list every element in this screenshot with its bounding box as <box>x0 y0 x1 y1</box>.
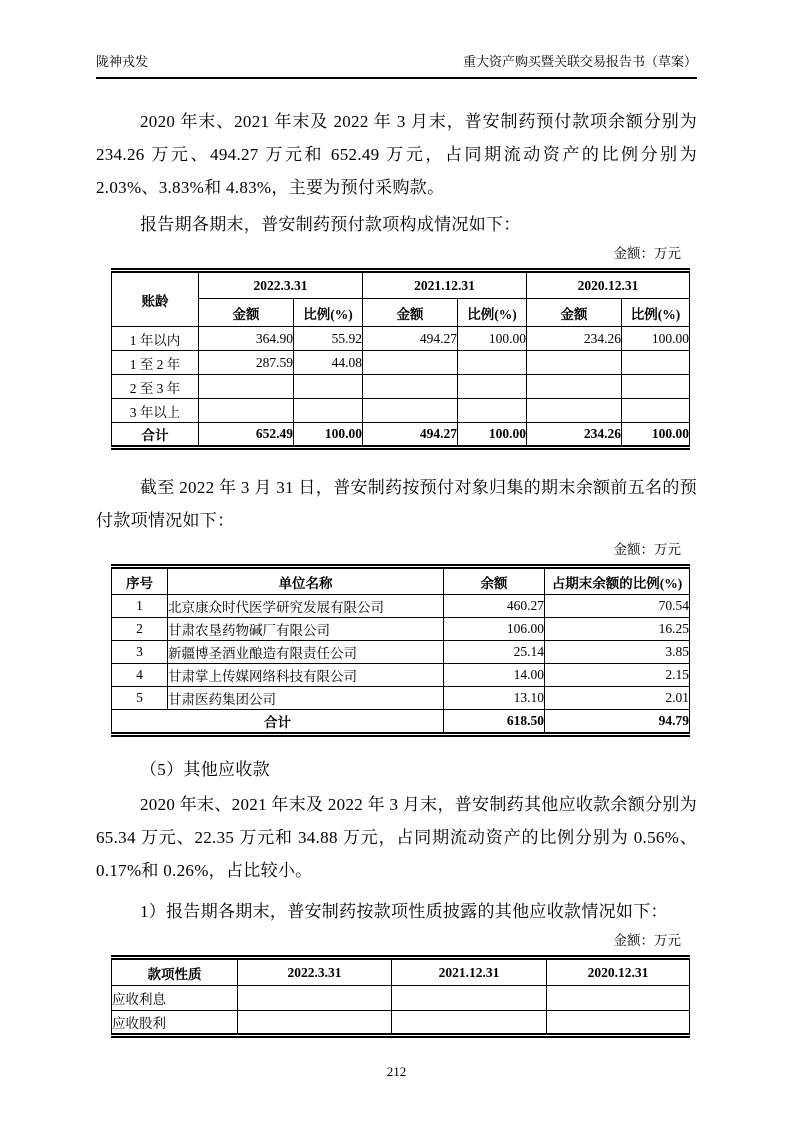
page-number: 212 <box>386 1064 407 1079</box>
table-cell <box>458 375 527 399</box>
table-header-row <box>112 567 690 595</box>
column-header-ratio: 比例(%) <box>294 299 363 327</box>
table-cell: 494.27 <box>363 327 458 351</box>
table-row <box>112 1011 690 1036</box>
paragraph-top5-intro: 截至 2022 年 3 月 31 日，普安制药按预付对象归集的期末余额前五名的预付款项情况如下： <box>96 478 697 530</box>
company-name-cell: 甘肃掌上传媒网络科技有限公司 <box>168 664 444 687</box>
column-header-period: 2022.3.31 <box>238 958 392 986</box>
table-cell <box>458 399 527 423</box>
table-cell: 364.90 <box>199 327 294 351</box>
column-header-period: 2020.12.31 <box>527 271 690 299</box>
table-row <box>112 351 690 375</box>
table-cell <box>527 375 622 399</box>
table-row <box>112 595 690 618</box>
table-cell: 2.15 <box>545 664 690 687</box>
column-header-period: 2021.12.31 <box>392 958 547 986</box>
table-cell: 100.00 <box>294 423 363 448</box>
total-label: 合计 <box>112 710 444 735</box>
paragraph-prepayments-summary: 2020 年末、2021 年末及 2022 年 3 月末，普安制药预付款项余额分别为 234.26 万元、494.27 万元和 652.49 万元，占同期流动资产的比例分别为 2.03%、3.83%和 4.83%，主要为预付采购款。 <box>96 112 697 197</box>
aging-label: 1 至 2 年 <box>112 351 199 375</box>
column-header-aging: 账龄 <box>112 271 199 327</box>
table-cell <box>238 986 392 1011</box>
table-cell <box>199 375 294 399</box>
table-cell <box>238 1011 392 1036</box>
table-header-row <box>112 271 690 299</box>
table-header-row <box>112 958 690 986</box>
table-cell: 1 <box>112 595 168 618</box>
table-cell <box>547 986 690 1011</box>
table-row <box>112 399 690 423</box>
table-cell: 55.92 <box>294 327 363 351</box>
amount-unit-label: 金额：万元 <box>613 933 681 948</box>
page-header <box>96 54 697 79</box>
table-cell <box>363 399 458 423</box>
total-label: 合计 <box>112 423 199 448</box>
company-name-cell: 新疆博圣酒业酿造有限责任公司 <box>168 641 444 664</box>
amount-unit-label: 金额：万元 <box>613 542 681 557</box>
company-name-cell: 甘肃医药集团公司 <box>168 687 444 710</box>
table-total-row <box>112 423 690 448</box>
company-name-cell: 北京康众时代医学研究发展有限公司 <box>168 595 444 618</box>
aging-label: 3 年以上 <box>112 399 199 423</box>
paragraph-other-receivables-intro: 1）报告期各期末，普安制药按款项性质披露的其他应收款情况如下： <box>140 902 668 921</box>
table-subheader-row <box>112 299 690 327</box>
table-cell <box>527 399 622 423</box>
prepayment-aging-table <box>111 268 690 450</box>
table-row <box>112 687 690 710</box>
table-cell: 100.00 <box>458 423 527 448</box>
column-header-amount: 金额 <box>527 299 622 327</box>
table-cell <box>363 375 458 399</box>
table-cell: 106.00 <box>444 618 545 641</box>
table-cell: 494.27 <box>363 423 458 448</box>
table-cell: 4 <box>112 664 168 687</box>
table-cell <box>392 986 547 1011</box>
table-cell: 3.85 <box>545 641 690 664</box>
table-cell: 100.00 <box>622 423 690 448</box>
table-cell: 14.00 <box>444 664 545 687</box>
column-header-amount: 金额 <box>363 299 458 327</box>
table-cell <box>458 351 527 375</box>
table-row <box>112 327 690 351</box>
table-cell <box>363 351 458 375</box>
paragraph-prepayments-intro: 报告期各期末，普安制药预付款项构成情况如下： <box>140 215 521 234</box>
table-cell: 16.25 <box>545 618 690 641</box>
column-header-company: 单位名称 <box>168 567 444 595</box>
table-cell <box>294 399 363 423</box>
table-cell <box>294 375 363 399</box>
table-cell: 460.27 <box>444 595 545 618</box>
table-cell: 2 <box>112 618 168 641</box>
other-receivables-table <box>111 955 690 1038</box>
nature-label: 应收利息 <box>112 986 238 1011</box>
table-cell <box>392 1011 547 1036</box>
table-cell: 13.10 <box>444 687 545 710</box>
column-header-balance: 余额 <box>444 567 545 595</box>
table-cell: 5 <box>112 687 168 710</box>
column-header-amount: 金额 <box>199 299 294 327</box>
table-cell <box>622 351 690 375</box>
table-row <box>112 641 690 664</box>
table-cell: 234.26 <box>527 327 622 351</box>
column-header-period: 2020.12.31 <box>547 958 690 986</box>
table-row <box>112 986 690 1011</box>
table-cell: 94.79 <box>545 710 690 735</box>
table-cell: 3 <box>112 641 168 664</box>
column-header-ratio: 比例(%) <box>622 299 690 327</box>
table-cell <box>199 399 294 423</box>
table-cell: 287.59 <box>199 351 294 375</box>
aging-label: 1 年以内 <box>112 327 199 351</box>
table-cell: 100.00 <box>458 327 527 351</box>
table-total-row <box>112 710 690 735</box>
table-cell <box>527 351 622 375</box>
column-header-ratio: 占期末余额的比例(%) <box>545 567 690 595</box>
header-report-title: 重大资产购买暨关联交易报告书（草案） <box>462 54 697 69</box>
column-header-period: 2021.12.31 <box>363 271 527 299</box>
nature-label: 应收股利 <box>112 1011 238 1036</box>
table-cell: 70.54 <box>545 595 690 618</box>
paragraph-other-receivables-summary: 2020 年末、2021 年末及 2022 年 3 月末，普安制药其他应收款余额分别为 65.34 万元、22.35 万元和 34.88 万元，占同期流动资产的比例分别为 0.56%、0.17%和 0.26%，占比较小。 <box>96 795 697 880</box>
table-cell <box>622 375 690 399</box>
table-cell <box>547 1011 690 1036</box>
table-row <box>112 664 690 687</box>
table-cell <box>622 399 690 423</box>
table-cell: 25.14 <box>444 641 545 664</box>
heading-other-receivables: （5）其他应收款 <box>140 760 270 779</box>
amount-unit-label: 金额：万元 <box>613 246 681 261</box>
table-cell: 100.00 <box>622 327 690 351</box>
column-header-nature: 款项性质 <box>112 958 238 986</box>
table-row <box>112 375 690 399</box>
company-name-cell: 甘肃农垦药物碱厂有限公司 <box>168 618 444 641</box>
column-header-index: 序号 <box>112 567 168 595</box>
table-cell: 2.01 <box>545 687 690 710</box>
column-header-ratio: 比例(%) <box>458 299 527 327</box>
top5-prepayment-table <box>111 564 690 737</box>
aging-label: 2 至 3 年 <box>112 375 199 399</box>
table-cell: 44.08 <box>294 351 363 375</box>
column-header-period: 2022.3.31 <box>199 271 363 299</box>
table-cell: 652.49 <box>199 423 294 448</box>
table-cell: 618.50 <box>444 710 545 735</box>
header-company-name: 陇神戎发 <box>96 54 149 69</box>
table-row <box>112 618 690 641</box>
table-cell: 234.26 <box>527 423 622 448</box>
